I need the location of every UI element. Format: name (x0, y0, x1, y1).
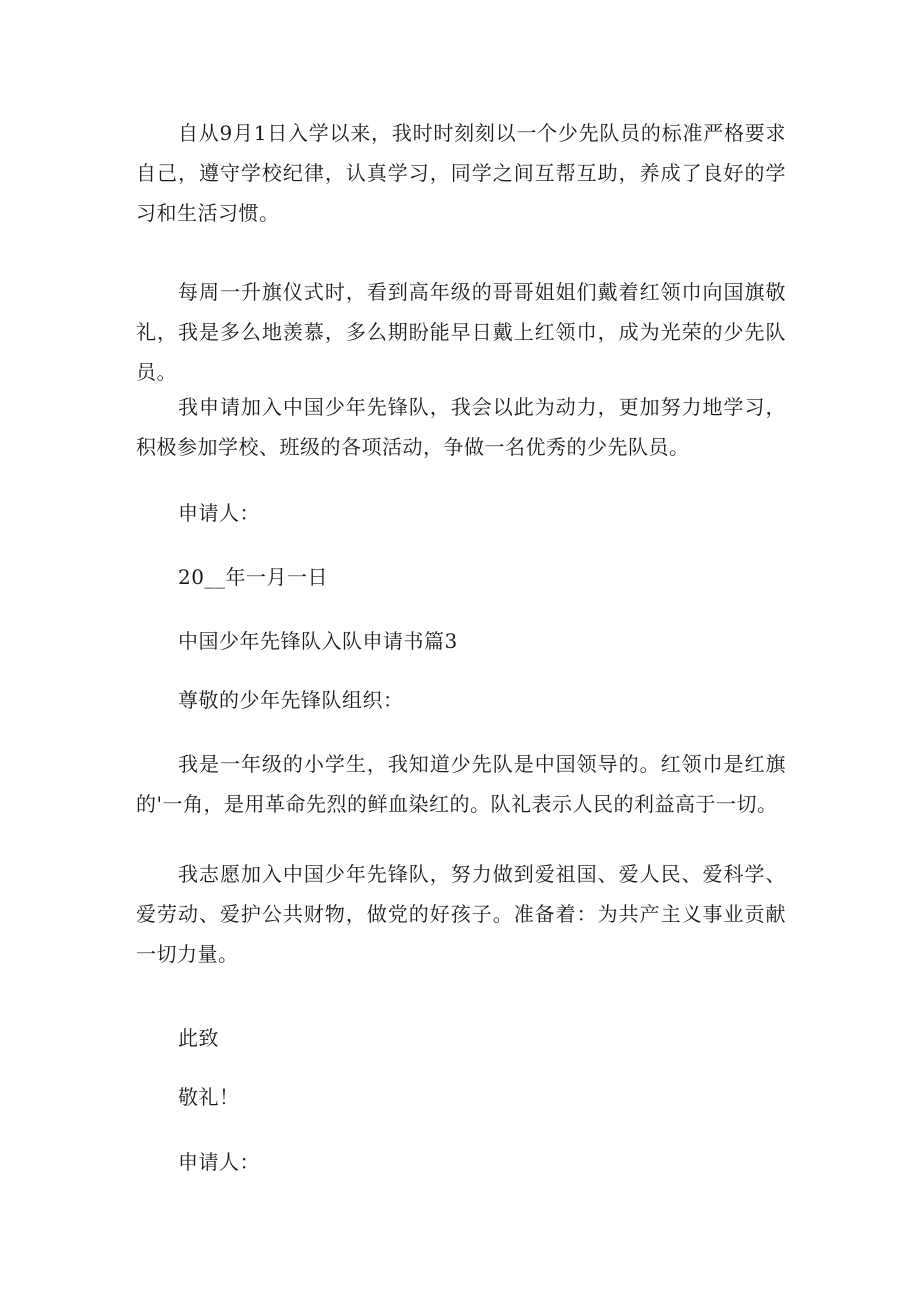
applicant-label-2: 申请人： (178, 1150, 260, 1174)
paragraph-pledge: 我志愿加入中国少年先锋队，努力做到爱祖国、爱人民、爱科学、爱劳动、爱护公共财物，做党的好孩子。准备着：为共产主义事业贡献一切力量。 (136, 862, 786, 966)
paragraph-flag-ceremony: 每周一升旗仪式时，看到高年级的哥哥姐姐们戴着红领巾向国旗敬礼，我是多么地羡慕，多么期盼能早日戴上红领巾，成为光荣的少先队员。 (136, 280, 786, 384)
section-title: 中国少年先锋队入队申请书篇3 (178, 629, 458, 653)
paragraph-application: 我申请加入中国少年先锋队，我会以此为动力，更加努力地学习，积极参加学校、班级的各项活动，争做一名优秀的少先队员。 (136, 395, 786, 459)
closing-salute: 敬礼！ (178, 1085, 240, 1109)
salutation: 尊敬的少年先锋队组织： (178, 688, 404, 712)
paragraph-red-scarf: 我是一年级的小学生，我知道少先队是中国领导的。红领巾是红旗的'一角，是用革命先烈的鲜血染红的。队礼表示人民的利益高于一切。 (136, 752, 786, 816)
date-line: 20__年一月一日 (178, 565, 328, 589)
paragraph-enrollment: 自从9月1日入学以来，我时时刻刻以一个少先队员的标准严格要求自己，遵守学校纪律，认真学习，同学之间互帮互助，养成了良好的学习和生活习惯。 (136, 121, 786, 225)
closing-greeting: 此致 (178, 1026, 219, 1050)
applicant-label: 申请人： (178, 501, 260, 525)
